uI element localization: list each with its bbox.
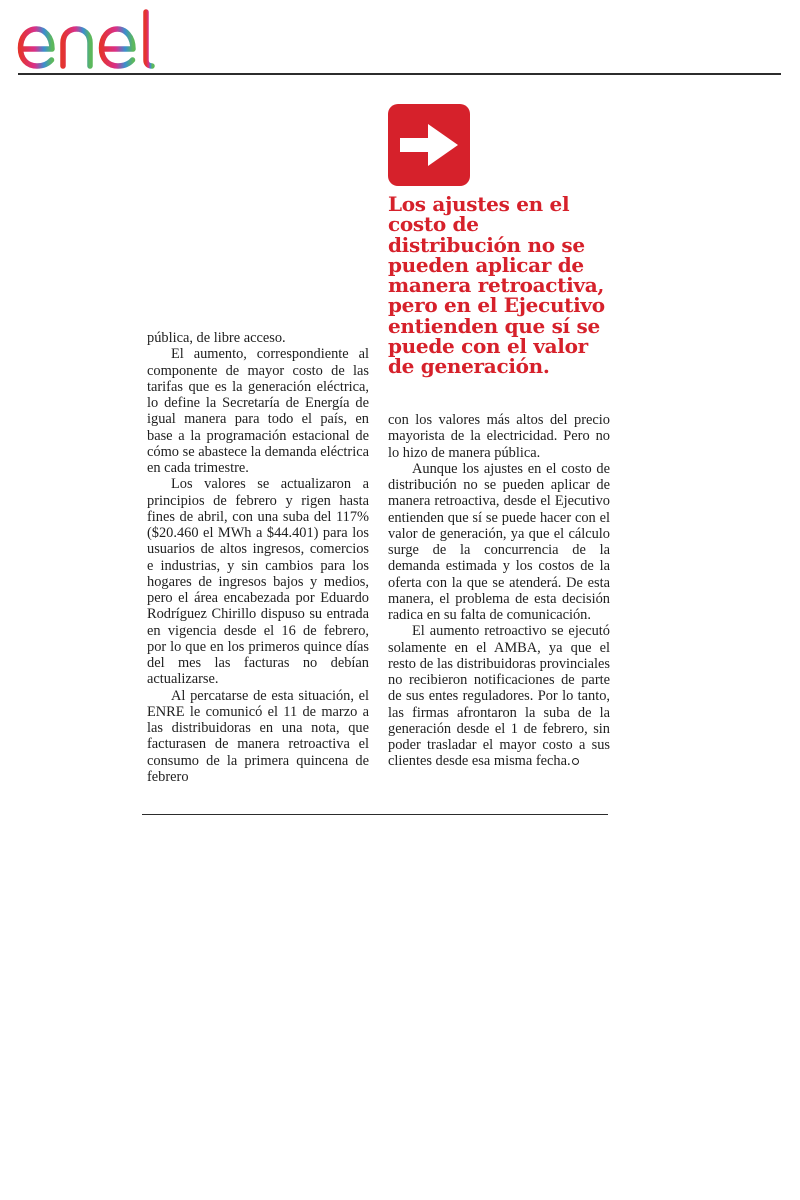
article-column-left <box>147 330 369 785</box>
article-paragraph: El aumento, correspondiente al componente de mayor costo de las tarifas que es la generación eléctrica, lo define la Secretaría de Energía de igual manera para todo el país, en base a la programación estacional de cómo se abastece la demanda eléctrica en cada trimestre. <box>147 346 369 476</box>
article-paragraph: Aunque los ajustes en el costo de distribución no se pueden aplicar de manera retroactiva, desde el Ejecutivo entienden que sí se puede hacer con el valor de generación, ya que el cálculo surge de la concurrencia de la demanda estimada y los costos de la oferta con la que se atenderá. De esta manera, el problema de esta decisión radica en su falta de comunicación. <box>388 460 610 623</box>
header-divider <box>18 73 781 75</box>
pull-quote-line: entienden que sí se <box>388 313 600 338</box>
pull-quote <box>388 194 628 377</box>
article-paragraph: Los valores se actualizaron a principios de febrero y rigen hasta fines de abril, con una suba del 117% ($20.460 el MWh a $44.401) para los usuarios de altos ingresos, comercios e industrias, y sin cambios para los hogares de ingresos bajos y medios, pero el área encabezada por Eduardo Rodríguez Chirillo dispuso su entrada en vigencia desde el 16 de febrero, por lo que en los primeros quince días del mes las facturas no debían actualizarse. <box>147 476 369 688</box>
article-paragraph-text: El aumento retroactivo se ejecutó solamente en el AMBA, ya que el resto de las distribuidoras provinciales no recibieron notificaciones de parte de sus entes reguladores. Por lo tanto, las firmas afrontaron la suba de la generación desde el 1 de febrero, sin poder trasladar el mayor costo a sus clientes desde esa misma fecha. <box>388 623 610 770</box>
article-paragraph: Al percatarse de esta situación, el ENRE le comunicó el 11 de marzo a las distribuidoras en una nota, que facturasen de manera retroactiva el consumo de la primera quincena de febrero <box>147 687 369 785</box>
pull-quote-line: distribución no se <box>388 232 585 257</box>
pull-quote-line: Los ajustes en el <box>388 192 570 216</box>
end-of-article-icon <box>572 758 579 765</box>
article-paragraph: con los valores más altos del precio mayorista de la electricidad. Pero no lo hizo de manera pública. <box>388 412 610 461</box>
article-column-right <box>388 412 610 770</box>
article-paragraph: pública, de libre acceso. <box>147 330 286 346</box>
pull-quote-line: de generación. <box>388 354 550 379</box>
article-paragraph-last <box>388 623 610 769</box>
pull-quote-line: manera retroactiva, <box>388 273 605 298</box>
arrow-box <box>388 104 470 186</box>
arrow-right-icon <box>388 104 470 186</box>
pull-quote-line: costo de <box>388 212 479 237</box>
footer-divider <box>142 814 608 815</box>
enel-logo <box>16 8 186 72</box>
pull-quote-line: puede con el valor <box>388 334 588 359</box>
pull-quote-line: pueden aplicar de <box>388 252 584 277</box>
pull-quote-line: pero en el Ejecutivo <box>388 293 605 318</box>
